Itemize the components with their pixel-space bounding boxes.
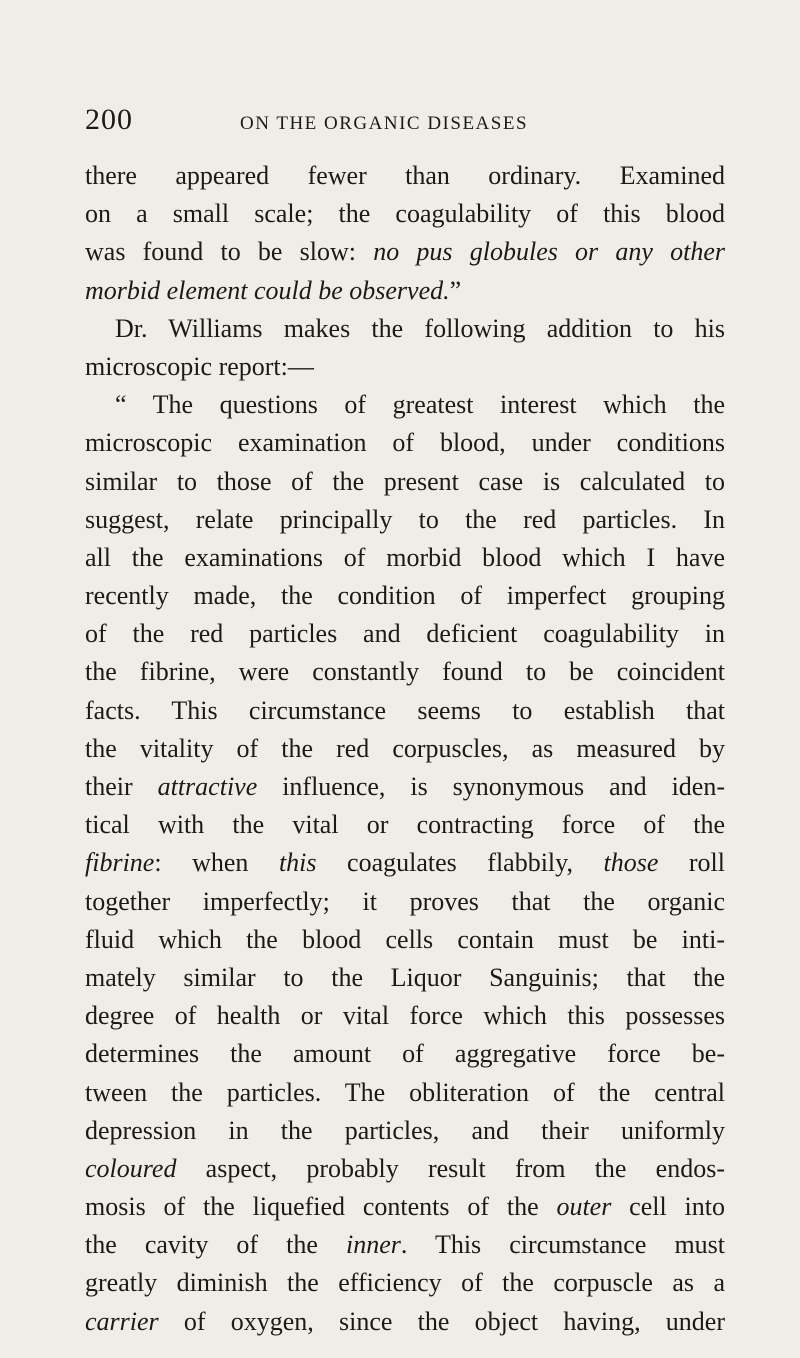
- italic-text: outer: [556, 1192, 612, 1222]
- text-span: cell into: [611, 1192, 725, 1222]
- text-span: : when: [154, 848, 279, 878]
- text-span: degree of health or vital force which this possesses: [85, 1001, 725, 1031]
- running-head: ON THE ORGANIC DISEASES: [240, 113, 529, 134]
- text-line: [85, 1226, 725, 1264]
- italic-text: fibrine: [85, 848, 155, 878]
- text-line: [85, 883, 725, 921]
- text-span: of the red particles and deficient coagulability in: [85, 619, 725, 649]
- text-line: [85, 195, 725, 233]
- text-span: all the examinations of morbid blood which I have: [85, 542, 725, 572]
- text-line: [85, 233, 725, 271]
- italic-text: inner: [345, 1230, 401, 1260]
- text-line: [85, 1264, 725, 1302]
- text-line: [85, 844, 725, 882]
- page-number: 200: [85, 103, 133, 136]
- text-span: tween the particles. The obliteration of the central: [85, 1077, 725, 1107]
- text-line: [85, 997, 725, 1035]
- text-line: [85, 157, 725, 195]
- text-span: similar to those of the present case is calculated to: [85, 466, 725, 496]
- text-span: coagulates flabbily,: [316, 848, 604, 878]
- text-span: ”: [449, 275, 462, 305]
- text-line: [85, 310, 725, 348]
- text-span: their: [85, 772, 158, 801]
- text-span: microscopic examination of blood, under conditions: [85, 428, 725, 458]
- text-span: the fibrine, were constantly found to be coincident: [85, 657, 725, 687]
- text-line: [85, 1112, 725, 1150]
- italic-text: those: [603, 848, 659, 878]
- text-span: mately similar to the Liquor Sanguinis; that the: [85, 962, 725, 992]
- text-span: influence, is synonymous and iden-: [257, 772, 725, 801]
- text-line: [85, 1188, 725, 1226]
- text-line: [85, 768, 725, 806]
- text-span: tical with the vital or contracting force of the: [85, 810, 725, 840]
- text-span: there appeared fewer than ordinary. Examined: [85, 161, 725, 190]
- text-line: [85, 806, 725, 844]
- text-line: [85, 730, 725, 768]
- text-span: the cavity of the: [85, 1230, 346, 1260]
- text-line: [85, 424, 725, 462]
- italic-text: no pus globules or any other: [373, 237, 725, 267]
- text-line: [85, 615, 725, 653]
- italic-text: attractive: [157, 772, 258, 801]
- text-line: [85, 1074, 725, 1112]
- italic-text: coloured: [85, 1153, 177, 1183]
- text-line: [85, 921, 725, 959]
- text-span: Dr. Williams makes the following addition to his: [115, 313, 725, 343]
- italic-text: carrier: [85, 1306, 159, 1336]
- text-span: microscopic report:—: [85, 351, 314, 381]
- text-line: [85, 1303, 725, 1341]
- body-text: [85, 157, 725, 1341]
- text-line: [85, 653, 725, 691]
- text-line: [85, 272, 725, 310]
- text-span: together imperfectly; it proves that the organic: [85, 886, 725, 916]
- page-header: [85, 103, 725, 143]
- text-span: the vitality of the red corpuscles, as measured by: [85, 733, 725, 763]
- text-span: fluid which the blood cells contain must be inti-: [85, 924, 725, 954]
- text-line: [85, 386, 725, 424]
- text-span: . This circumstance must: [400, 1230, 726, 1260]
- text-span: aspect, probably result from the endos-: [176, 1153, 725, 1183]
- text-line: [85, 501, 725, 539]
- text-line: [85, 577, 725, 615]
- text-span: determines the amount of aggregative force be-: [85, 1039, 725, 1069]
- text-line: [85, 348, 725, 386]
- italic-text: this: [278, 848, 317, 878]
- text-span: suggest, relate principally to the red particles. In: [85, 504, 725, 534]
- text-line: [85, 539, 725, 577]
- text-span: roll: [658, 848, 726, 878]
- text-line: [85, 1150, 725, 1188]
- text-span: depression in the particles, and their uniformly: [85, 1115, 725, 1145]
- text-span: on a small scale; the coagulability of this blood: [85, 199, 725, 229]
- text-span: facts. This circumstance seems to establish that: [85, 695, 725, 725]
- text-line: [85, 692, 725, 730]
- italic-text: morbid element could be observed.: [85, 275, 450, 305]
- text-line: [85, 463, 725, 501]
- text-span: mosis of the liquefied contents of the: [85, 1192, 557, 1222]
- text-span: of oxygen, since the object having, under: [158, 1306, 725, 1336]
- text-span: greatly diminish the efficiency of the corpuscle as a: [85, 1268, 725, 1298]
- text-span: “ The questions of greatest interest which the: [115, 390, 725, 420]
- text-span: was found to be slow:: [85, 237, 374, 267]
- text-span: recently made, the condition of imperfect grouping: [85, 581, 725, 611]
- text-line: [85, 959, 725, 997]
- text-line: [85, 1035, 725, 1073]
